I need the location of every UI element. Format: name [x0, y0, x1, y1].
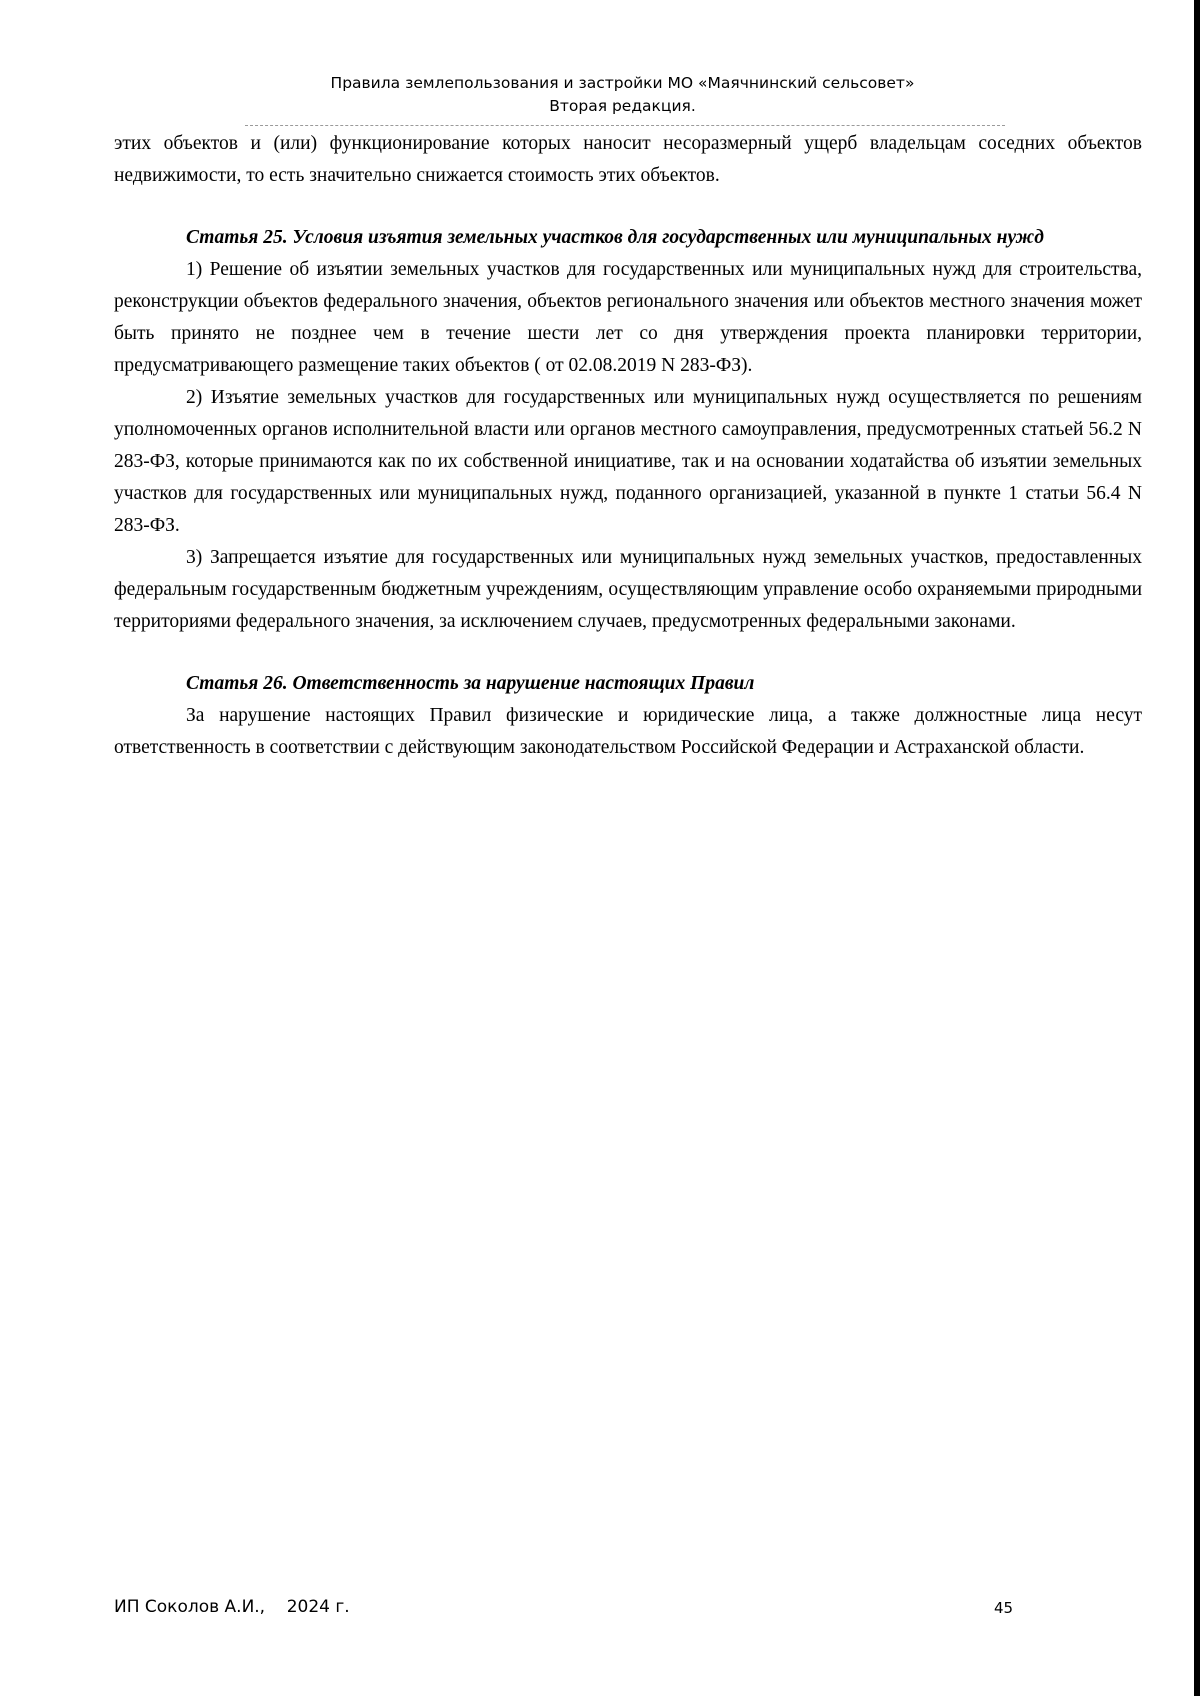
article-26-paragraph: За нарушение настоящих Правил физические и юридические лица, а также должностные лица несут ответственность в соответствии с действующим законодательством Российской Федерации и Астраханской области.: [114, 705, 1142, 758]
header-edition: Вторая редакция.: [549, 97, 696, 115]
document-body: [114, 128, 1142, 764]
article-25-item-1: 1) Решение об изъятии земельных участков для государственных или муниципальных нужд для строительства, реконструкции объектов федерального значения, объектов регионального значения или объектов местного значения может быть принято не позднее чем в течение шести лет со дня утверждения проекта планировки территории, предусматривающего размещение таких объектов ( от 02.08.2019 N 283-ФЗ).: [114, 259, 1142, 376]
header-rule: [245, 125, 1005, 126]
article-25-item-2: 2) Изъятие земельных участков для государственных или муниципальных нужд осуществляется по решениям уполномоченных органов исполнительной власти или органов местного самоуправления, предусмотренных статьей 56.2 N 283-ФЗ, которые принимаются как по их собственной инициативе, так и на основании ходатайства об изъятии земельных участков для государственных или муниципальных нужд, поданного организацией, указанной в пункте 1 статьи 56.4 N 283-ФЗ.: [114, 387, 1142, 536]
header-title: Правила землепользования и застройки МО «Маячнинский сельсовет»: [330, 74, 915, 92]
page-number: 45: [994, 1599, 1014, 1617]
running-header: [240, 72, 1005, 118]
article-25-item-3: 3) Запрещается изъятие для государственных или муниципальных нужд земельных участков, предоставленных федеральным государственным бюджетным учреждениям, осуществляющим управление особо охраняемыми природными территориями федерального значения, за исключением случаев, предусмотренных федеральными законами.: [114, 547, 1142, 632]
page-edge: [1194, 0, 1200, 1696]
continuation-paragraph: этих объектов и (или) функционирование которых наносит несоразмерный ущерб владельцам соседних объектов недвижимости, то есть значительно снижается стоимость этих объектов.: [114, 133, 1142, 186]
article-25-heading: Статья 25. Условия изъятия земельных участков для государственных или муниципальных нужд: [186, 227, 1044, 248]
article-26-heading: Статья 26. Ответственность за нарушение настоящих Правил: [186, 673, 755, 694]
footer-author: ИП Соколов А.И., 2024 г.: [114, 1597, 350, 1617]
